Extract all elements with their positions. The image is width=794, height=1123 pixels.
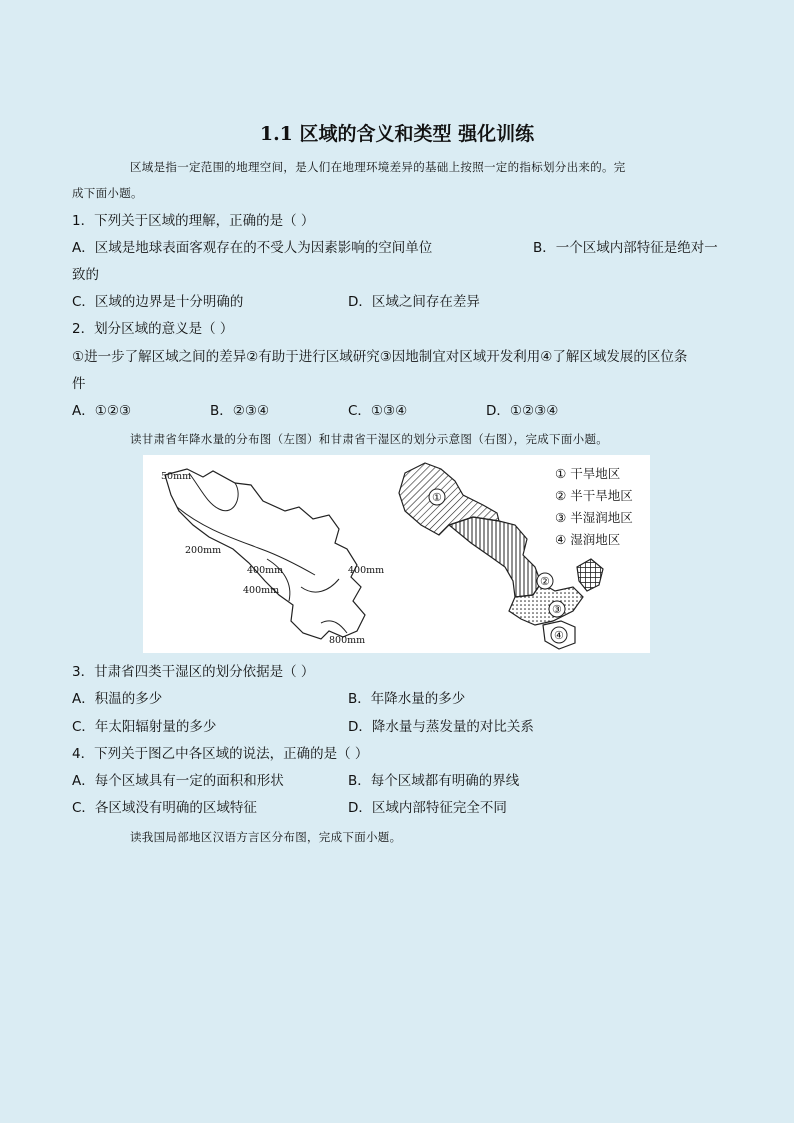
- region-label-4: ④: [554, 629, 564, 642]
- legend-num-2: ②: [555, 488, 567, 503]
- q3-option-d: D．降水量与蒸发量的对比关系: [348, 719, 534, 735]
- legend-text-4: 湿润地区: [570, 532, 621, 547]
- question-1: 1．下列关于区域的理解，正确的是（ ）: [72, 213, 315, 229]
- q1-option-b-cont: 致的: [72, 267, 99, 283]
- legend-item-semihumid: [555, 508, 633, 526]
- legend-num-3: ③: [555, 510, 567, 525]
- legend-text-1: 干旱地区: [570, 466, 621, 481]
- label-800mm: 800mm: [329, 635, 366, 646]
- region-2-semiarid: [449, 517, 541, 597]
- q1-option-d: D．区域之间存在差异: [348, 294, 480, 310]
- label-200mm: 200mm: [185, 545, 222, 556]
- q2-option-b: B．②③④: [210, 403, 270, 419]
- q4-option-c: C．各区域没有明确的区域特征: [72, 800, 257, 816]
- region-label-1: ①: [432, 491, 442, 504]
- label-400mm-3: 400mm: [348, 565, 385, 576]
- q3-option-a: A．积温的多少: [72, 691, 163, 707]
- region-label-2: ②: [540, 575, 550, 588]
- label-400mm-1: 400mm: [247, 565, 284, 576]
- legend-item-semiarid: [555, 486, 633, 504]
- legend-num-1: ①: [555, 466, 567, 481]
- question-3: 3．甘肃省四类干湿区的划分依据是（ ）: [72, 664, 315, 680]
- legend-item-humid: [555, 530, 620, 548]
- q1-option-c: C．区域的边界是十分明确的: [72, 294, 244, 310]
- question-4: 4．下列关于图乙中各区域的说法，正确的是（ ）: [72, 746, 369, 762]
- legend-num-4: ④: [555, 532, 567, 547]
- q3-option-b: B．年降水量的多少: [348, 691, 466, 707]
- question-2: 2．划分区域的意义是（ ）: [72, 321, 234, 337]
- figure-intro: 读甘肃省年降水量的分布图（左图）和甘肃省干湿区的划分示意图（右图），完成下面小题。: [130, 432, 609, 446]
- precipitation-map: [161, 469, 384, 646]
- q3-option-c: C．年太阳辐射量的多少: [72, 719, 217, 735]
- label-400mm-2: 400mm: [243, 585, 280, 596]
- q2-option-a: A．①②③: [72, 403, 132, 419]
- intro-line-1: 区域是指一定范围的地理空间，是人们在地理环境差异的基础上按照一定的指标划分出来的。完: [130, 160, 626, 174]
- q1-option-a: A．区域是地球表面客观存在的不受人为因素影响的空间单位: [72, 240, 433, 256]
- q2-option-d: D．①②③④: [486, 403, 559, 419]
- q1-option-b: B．一个区域内部特征是绝对一: [533, 240, 718, 256]
- q4-option-b: B．每个区域都有明确的界线: [348, 773, 520, 789]
- q2-option-c: C．①③④: [348, 403, 408, 419]
- label-50mm: 50mm: [161, 471, 192, 482]
- intro-line-2: 成下面小题。: [72, 186, 143, 200]
- q4-option-a: A．每个区域具有一定的面积和形状: [72, 773, 284, 789]
- gansu-maps-figure: [143, 455, 650, 653]
- dialect-map-intro: 读我国局部地区汉语方言区分布图，完成下面小题。: [130, 830, 402, 844]
- q2-stem-line-2: 件: [72, 376, 86, 392]
- page-title: 1.1 区域的含义和类型 强化训练: [259, 123, 535, 145]
- region-label-3: ③: [552, 603, 562, 616]
- legend-text-3: 半湿润地区: [570, 510, 633, 525]
- legend-item-arid: [555, 464, 620, 482]
- region-2-east: [577, 559, 603, 591]
- q4-option-d: D．区域内部特征完全不同: [348, 800, 507, 816]
- q2-stem-line-1: ①进一步了解区域之间的差异②有助于进行区域研究③因地制宜对区域开发利用④了解区域发展的区位条: [72, 349, 688, 365]
- maps-svg: [143, 455, 650, 653]
- legend-text-2: 半干旱地区: [570, 488, 633, 503]
